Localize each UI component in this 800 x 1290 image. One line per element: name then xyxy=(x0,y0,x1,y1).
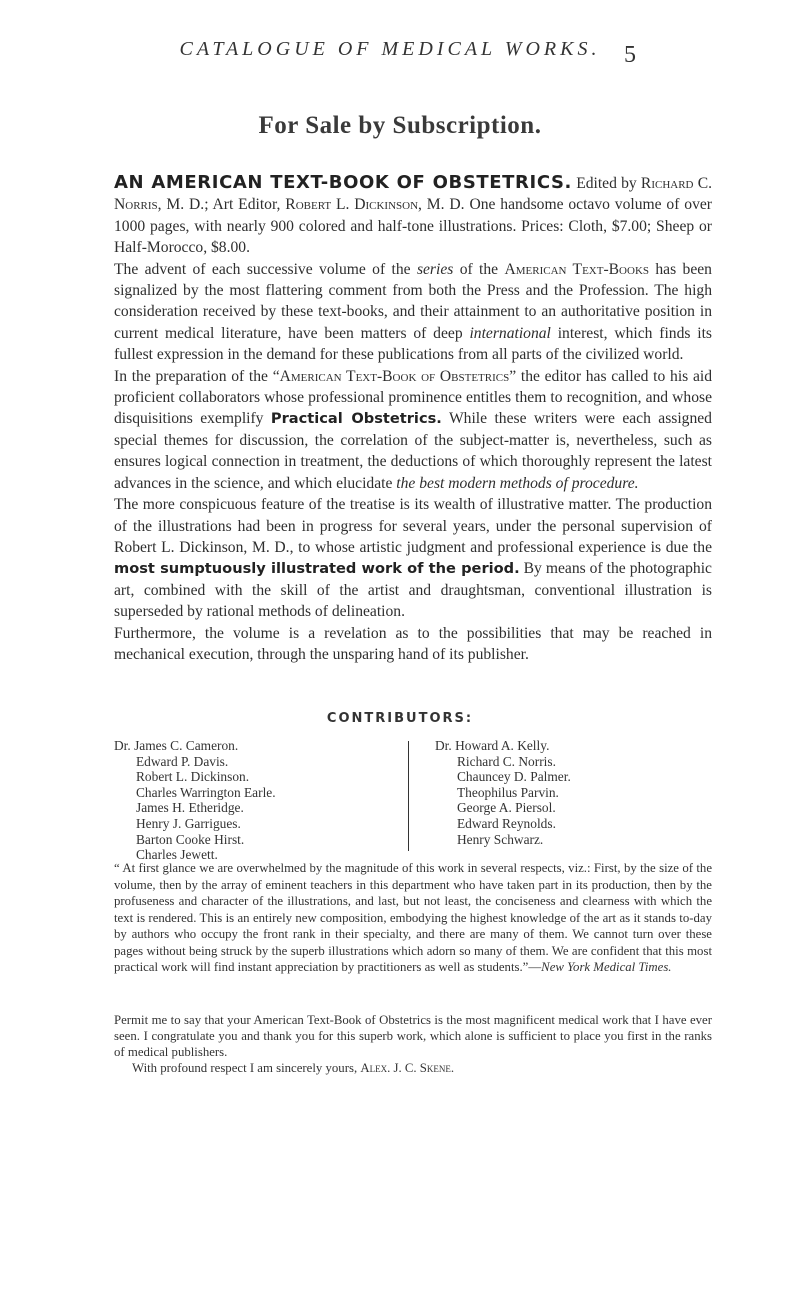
testimonial-letter xyxy=(114,1012,712,1076)
contributor-name: James H. Etheridge. xyxy=(136,800,244,816)
closing-text: With profound respect I am sincerely yours, xyxy=(132,1061,358,1075)
text-run: American Text-Book of Obstetrics xyxy=(279,367,510,385)
contributors-right-column xyxy=(435,738,685,847)
text-run: While these writers were each assigned special themes for discussion, the correlation of the subject-matter is, nevertheless, such as ensures logical connection in treatment, the deductions of which thoroughly represent the latest advances in the science, and which elucidate xyxy=(114,410,712,492)
page-number: 5 xyxy=(624,42,636,68)
text-run: most sumptuously illustrated work of the period. xyxy=(114,560,520,578)
contributor-name: Edward Reynolds. xyxy=(457,815,556,831)
paragraph-illustrations xyxy=(114,494,712,622)
contributor-name: Charles Jewett. xyxy=(136,847,218,863)
contributor-name: Edward P. Davis. xyxy=(136,753,229,769)
contributor-name: Dr. Howard A. Kelly. xyxy=(435,738,550,753)
letter-closing xyxy=(114,1060,712,1076)
text-run: interest, which finds its fullest expression in the demand for these publications from all parts of the civilized world. xyxy=(114,324,712,364)
contributor-name: Dr. James C. Cameron. xyxy=(114,738,239,753)
text-run: ” the editor has called to his aid proficient collaborators whose professional prominence entitles them to recognition, and whose disquisitions exemplify xyxy=(114,367,713,428)
review-text: “ At first glance we are overwhelmed by the magnitude of this work in several respects, viz.: First, by the size of the volume, then by the array of eminent teachers in this department who have taken part in its production, then by the profuseness and character of the illustrations, and last, but not least, the conciseness and clearness with which the text is rendered. This is an entirely new composition, embodying the highest knowledge of the art as it stands to-day by authors who occupy the front rank in their specialty, and there are many of them. We cannot turn over these pages without being struck by the superb illustrations which adorn so many of them. We are confident that this most practical work will find instant appreciation by practitioners as well as students.”— xyxy=(114,861,712,974)
contributor-name: Chauncey D. Palmer. xyxy=(457,769,571,785)
contributors-left-column xyxy=(114,738,364,863)
contributor-name: Robert L. Dickinson. xyxy=(136,769,250,785)
contributor-name: Henry Schwarz. xyxy=(457,831,544,847)
text-run: international xyxy=(469,324,551,342)
entry-header xyxy=(114,172,712,259)
edited-by-label: Edited by xyxy=(576,175,637,192)
paragraph-execution: Furthermore, the volume is a revelation as to the possibilities that may be reached in mechanical execution, through the unsparing hand of its publisher. xyxy=(114,624,712,663)
review-source: New York Medical Times. xyxy=(541,960,672,974)
paragraph-advent xyxy=(114,259,712,366)
text-run: has been signalized by the most flattering comment from both the Press and the Profession. The high consideration received by these text-books, and their attainment to an authoritative position in current medical literature, have been matters of deep xyxy=(114,260,712,342)
contributors-heading: CONTRIBUTORS: xyxy=(326,711,474,726)
text-run: American Text-Books xyxy=(504,260,650,278)
art-editor-name: Robert L. Dickinson, M. D. xyxy=(285,196,465,214)
section-heading: For Sale by Subscription. xyxy=(258,112,542,139)
text-run: Practical Obstetrics. xyxy=(270,410,442,428)
column-divider xyxy=(408,741,409,851)
entry-body xyxy=(114,172,712,665)
contributor-name: Charles Warrington Earle. xyxy=(136,784,276,800)
text-run: series xyxy=(416,260,454,278)
text-run: the best modern methods of procedure. xyxy=(396,474,639,492)
paragraph-preparation xyxy=(114,366,712,494)
book-prices: Prices: Cloth, $7.00; Sheep or Half-Morocco, $8.00. xyxy=(114,217,712,257)
contributor-name: Henry J. Garrigues. xyxy=(136,815,241,831)
book-title: AN AMERICAN TEXT-BOOK OF OBSTETRICS. xyxy=(114,172,572,193)
contributor-name: Barton Cooke Hirst. xyxy=(136,831,245,847)
contributor-name: Theophilus Parvin. xyxy=(457,784,559,800)
press-review xyxy=(114,860,712,976)
text-run: of the xyxy=(453,260,505,278)
art-editor-label: ; Art Editor, xyxy=(204,196,281,214)
running-title: CATALOGUE OF MEDICAL WORKS. xyxy=(179,38,601,60)
text-run: The advent of each successive volume of the xyxy=(114,260,417,278)
book-description: One handsome octavo volume of over 1000 pages, with nearly 900 colored and half-tone illustrations. xyxy=(114,196,712,235)
contributor-name: Richard C. Norris. xyxy=(457,753,556,769)
running-head xyxy=(0,38,800,78)
signature: Alex. J. C. Skene. xyxy=(360,1061,455,1075)
letter-text: Permit me to say that your American Text-Book of Obstetrics is the most magnificent medical work that I have ever seen. I congratulate you and thank you for this superb work, which alone is sufficient to place you first in the ranks of medical publishers. xyxy=(114,1013,712,1059)
text-run: By means of the photographic art, combined with the skill of the artist and draughtsman, conventional illustration is superseded by rational methods of delineation. xyxy=(114,560,712,621)
contributor-name: George A. Piersol. xyxy=(457,800,556,816)
editor-name: Richard C. Norris, M. D. xyxy=(114,175,712,214)
text-run: The more conspicuous feature of the treatise is its wealth of illustrative matter. The production of the illustrations had been in progress for several years, under the personal supervision of Robert L. Dickinson, M. D., to whose artistic judgment and professional experience is due the xyxy=(114,496,712,556)
text-run: In the preparation of the “ xyxy=(114,367,280,385)
